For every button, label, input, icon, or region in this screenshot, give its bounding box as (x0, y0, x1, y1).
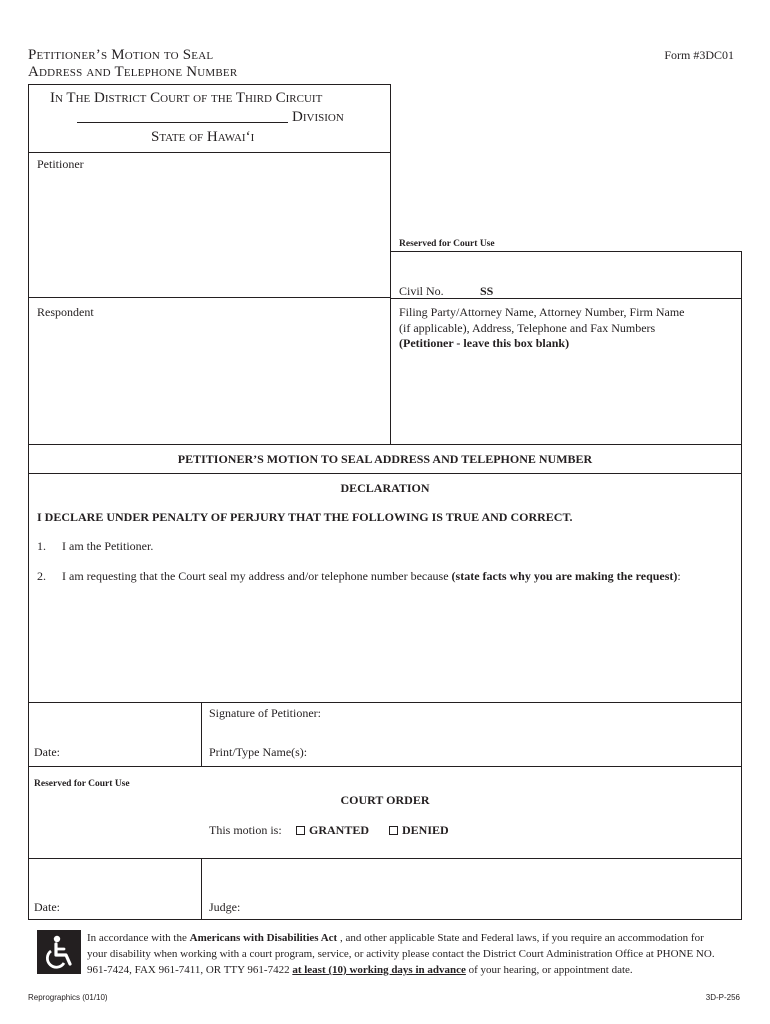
ada-line2: your disability when working with a court program, service, or activity please contact the District Court Administration Office at PHONE NO. (87, 948, 715, 960)
caption-vertical-divider (390, 84, 391, 444)
form-title-line2: Address and Telephone Number (28, 64, 238, 80)
ada-line3: 961-7424, FAX 961-7411, OR TTY 961-7422 at least (10) working days in advance of your hearing, or appointment date. (87, 964, 633, 976)
judge-divider (201, 858, 202, 920)
denied-checkbox[interactable] (389, 826, 398, 835)
wheelchair-accessibility-icon (37, 930, 81, 974)
item1-text: I am the Petitioner. (62, 539, 154, 553)
petitioner-label: Petitioner (37, 157, 84, 171)
division-label: Division (292, 109, 344, 125)
granted-checkbox[interactable] (296, 826, 305, 835)
judge-top-border (28, 858, 742, 859)
signature-label: Signature of Petitioner: (209, 706, 321, 720)
footer-form-code: 3D-P-256 (705, 993, 740, 1002)
declaration-title: DECLARATION (340, 481, 430, 495)
item2-number: 2. (37, 569, 46, 583)
right-border (741, 251, 742, 920)
civil-no-divider (390, 298, 742, 299)
reserved-box-border (390, 251, 742, 252)
granted-option[interactable]: GRANTED (296, 823, 369, 838)
item2-text: I am requesting that the Court seal my address and/or telephone number because (state facts why you are making the request): (62, 569, 681, 583)
print-name-label: Print/Type Name(s): (209, 745, 308, 759)
form-bottom-border (28, 919, 742, 920)
motion-top-border (28, 444, 742, 445)
perjury-statement: I DECLARE UNDER PENALTY OF PERJURY THAT THE FOLLOWING IS TRUE AND CORRECT. (37, 510, 573, 524)
respondent-label: Respondent (37, 305, 94, 319)
state-label: State of Hawai‘i (151, 129, 255, 145)
party-divider (28, 297, 390, 298)
form-title-line1: Petitioner’s Motion to Seal (28, 47, 214, 63)
form-number: Form #3DC01 (664, 48, 734, 62)
court-name: In The District Court of the Third Circuit (50, 90, 323, 106)
signature-top-border (28, 702, 742, 703)
reserved-court-use-bottom: Reserved for Court Use (34, 779, 130, 789)
court-order-title: COURT ORDER (340, 793, 430, 807)
motion-status-label: This motion is: (209, 823, 282, 837)
ada-line1: In accordance with the Americans with Disabilities Act , and other applicable State and Federal laws, if you require an accommodation for (87, 932, 704, 944)
motion-bottom-border (28, 473, 742, 474)
item1-number: 1. (37, 539, 46, 553)
filing-party-line2: (if applicable), Address, Telephone and Fax Numbers (399, 321, 656, 335)
civil-no-value: SS (480, 284, 494, 298)
civil-no-label: Civil No. (399, 284, 444, 298)
request-facts-area[interactable] (40, 590, 730, 695)
motion-title: PETITIONER’S MOTION TO SEAL ADDRESS AND TELEPHONE NUMBER (177, 452, 593, 466)
filing-party-line3: (Petitioner - leave this box blank) (399, 336, 570, 350)
reserved-court-use-top: Reserved for Court Use (399, 239, 495, 249)
date-label-order: Date: (34, 900, 60, 914)
division-blank-line[interactable] (77, 122, 288, 123)
judge-label: Judge: (209, 900, 241, 914)
court-order-top-border (28, 766, 742, 767)
date-label-signature: Date: (34, 745, 60, 759)
ada-notice (87, 930, 747, 978)
denied-option[interactable]: DENIED (389, 823, 449, 838)
filing-party-line1: Filing Party/Attorney Name, Attorney Number, Firm Name (399, 305, 685, 319)
footer-reprographics: Reprographics (01/10) (28, 993, 108, 1002)
caption-top-border (28, 84, 390, 85)
signature-divider (201, 702, 202, 766)
caption-divider (28, 152, 390, 153)
